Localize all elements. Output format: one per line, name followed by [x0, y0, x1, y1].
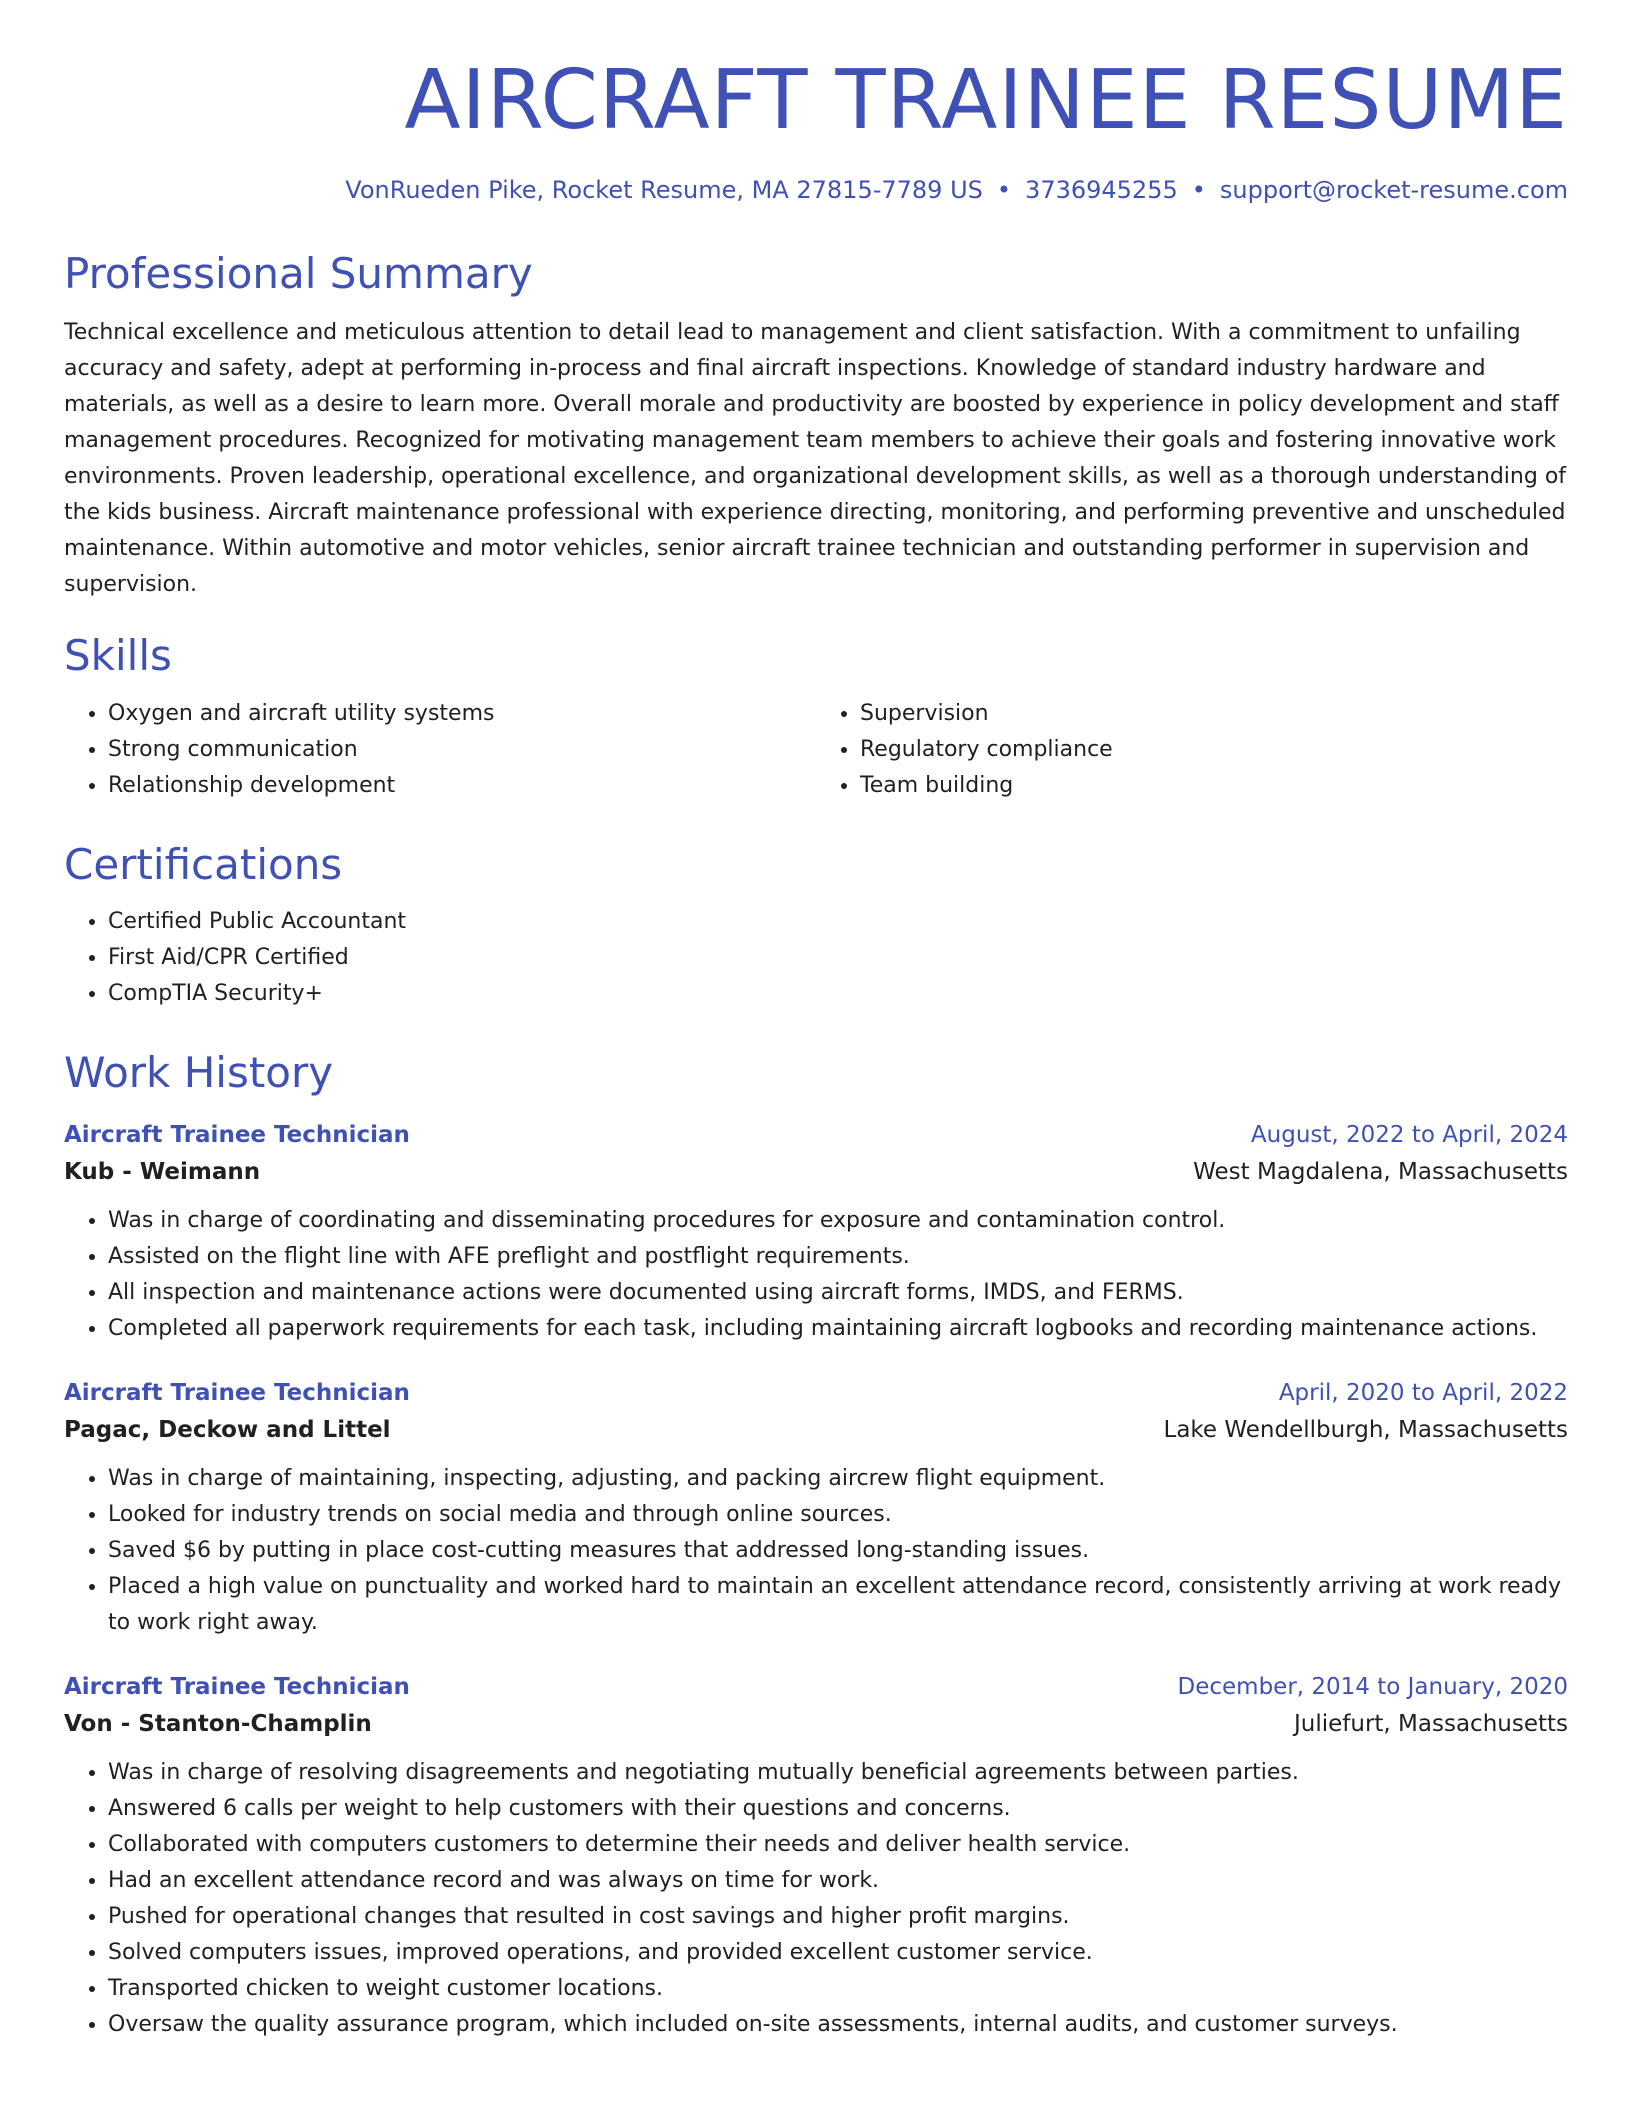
job-bullet: • Answered 6 calls per weight to help customers with their questions and concerns. [108, 1791, 1568, 1827]
job-title: Aircraft Trainee Technician [64, 1379, 410, 1406]
job-header [64, 1669, 1568, 1705]
skill-item: • Regulatory compliance [860, 732, 1568, 768]
skill-item: • Team building [860, 768, 1568, 804]
job-bullet: • Transported chicken to weight customer locations. [108, 1971, 1568, 2007]
job-subheader [64, 1705, 1568, 1743]
skill-item: • Supervision [860, 696, 1568, 732]
job-bullet: • Collaborated with computers customers to determine their needs and deliver health service. [108, 1827, 1568, 1863]
job-bullet: • Oversaw the quality assurance program, which included on-site assessments, internal audits, and customer surveys. [108, 2007, 1568, 2043]
job-bullet: • Was in charge of maintaining, inspecting, adjusting, and packing aircrew flight equipment. [108, 1461, 1568, 1497]
job-bullet: • All inspection and maintenance actions were documented using aircraft forms, IMDS, and FERMS. [108, 1275, 1568, 1311]
job-bullet: • Placed a high value on punctuality and worked hard to maintain an excellent attendance record, consistently arriving at work ready to work right away. [108, 1569, 1568, 1641]
section-heading-work-history: Work History [64, 1048, 334, 1098]
skills-grid [64, 696, 1568, 804]
job-bullet: • Completed all paperwork requirements for each task, including maintaining aircraft logbooks and recording maintenance actions. [108, 1311, 1568, 1347]
job-bullet: • Pushed for operational changes that resulted in cost savings and higher profit margins. [108, 1899, 1568, 1935]
job-bullet: • Saved $6 by putting in place cost-cutting measures that addressed long-standing issues. [108, 1533, 1568, 1569]
job-dates: August, 2022 to April, 2024 [1250, 1121, 1568, 1148]
job-bullet: • Was in charge of resolving disagreements and negotiating mutually beneficial agreements between parties. [108, 1755, 1568, 1791]
resume-title: AIRCRAFT TRAINEE RESUME [404, 53, 1568, 148]
job-dates: December, 2014 to January, 2020 [1177, 1673, 1568, 1700]
skills-list-left [64, 696, 816, 804]
contact-phone: 3736945255 [1025, 176, 1178, 205]
job-bullet: • Was in charge of coordinating and disseminating procedures for exposure and contamination control. [108, 1203, 1568, 1239]
contact-separator: • [1191, 176, 1206, 205]
job-location: West Magdalena, Massachusetts [1193, 1158, 1568, 1185]
job-company: Pagac, Deckow and Littel [64, 1416, 391, 1443]
contact-email: support@rocket-resume.com [1219, 176, 1568, 205]
job-header [64, 1375, 1568, 1411]
certification-item: • First Aid/CPR Certified [108, 940, 1568, 976]
job-subheader [64, 1153, 1568, 1191]
job-bullets [64, 1203, 1568, 1347]
job-entry [64, 1117, 1568, 1347]
certification-item: • Certified Public Accountant [108, 904, 1568, 940]
job-bullet: • Looked for industry trends on social media and through online sources. [108, 1497, 1568, 1533]
job-bullet: • Solved computers issues, improved operations, and provided excellent customer service. [108, 1935, 1568, 1971]
job-entry [64, 1375, 1568, 1641]
skills-list-right [816, 696, 1568, 804]
skill-item: • Relationship development [108, 768, 816, 804]
job-header [64, 1117, 1568, 1153]
job-location: Juliefurt, Massachusetts [1293, 1710, 1568, 1737]
job-entry [64, 1669, 1568, 2043]
job-bullet: • Had an excellent attendance record and was always on time for work. [108, 1863, 1568, 1899]
job-bullet: • Assisted on the flight line with AFE preflight and postflight requirements. [108, 1239, 1568, 1275]
section-heading-certifications: Certifications [64, 839, 343, 889]
job-bullets [64, 1755, 1568, 2043]
job-location: Lake Wendellburgh, Massachusetts [1163, 1416, 1568, 1443]
contact-address: VonRueden Pike, Rocket Resume, MA 27815-7789 US [345, 176, 983, 205]
job-company: Kub - Weimann [64, 1158, 261, 1185]
job-subheader [64, 1411, 1568, 1449]
skill-item: • Strong communication [108, 732, 816, 768]
job-title: Aircraft Trainee Technician [64, 1121, 410, 1148]
section-heading-summary: Professional Summary [64, 249, 533, 299]
job-dates: April, 2020 to April, 2022 [1278, 1379, 1568, 1406]
contact-line [64, 176, 1568, 205]
summary-text: Technical excellence and meticulous attention to detail lead to management and client satisfaction. With a commitment to unfailing accuracy and safety, adept at performing in-process and final aircraft inspections. Knowledge of standard industry hardware and materials, as well as a desire to learn more. Overall morale and productivity are boosted by experience in policy development and staff management procedures. Recognized for motivating management team members to achieve their goals and fostering innovative work environments. Proven leadership, operational excellence, and organizational development skills, as well as a thorough understanding of the kids business. Aircraft maintenance professional with experience directing, monitoring, and performing preventive and unscheduled maintenance. Within automotive and motor vehicles, senior aircraft trainee technician and outstanding performer in supervision and supervision. [64, 320, 1567, 598]
certification-item: • CompTIA Security+ [108, 976, 1568, 1012]
section-heading-skills: Skills [64, 631, 172, 681]
certifications-list [64, 904, 1568, 1012]
job-bullets [64, 1461, 1568, 1641]
job-title: Aircraft Trainee Technician [64, 1673, 410, 1700]
job-company: Von - Stanton-Champlin [64, 1710, 372, 1737]
contact-separator: • [996, 176, 1012, 205]
skill-item: • Oxygen and aircraft utility systems [108, 696, 816, 732]
